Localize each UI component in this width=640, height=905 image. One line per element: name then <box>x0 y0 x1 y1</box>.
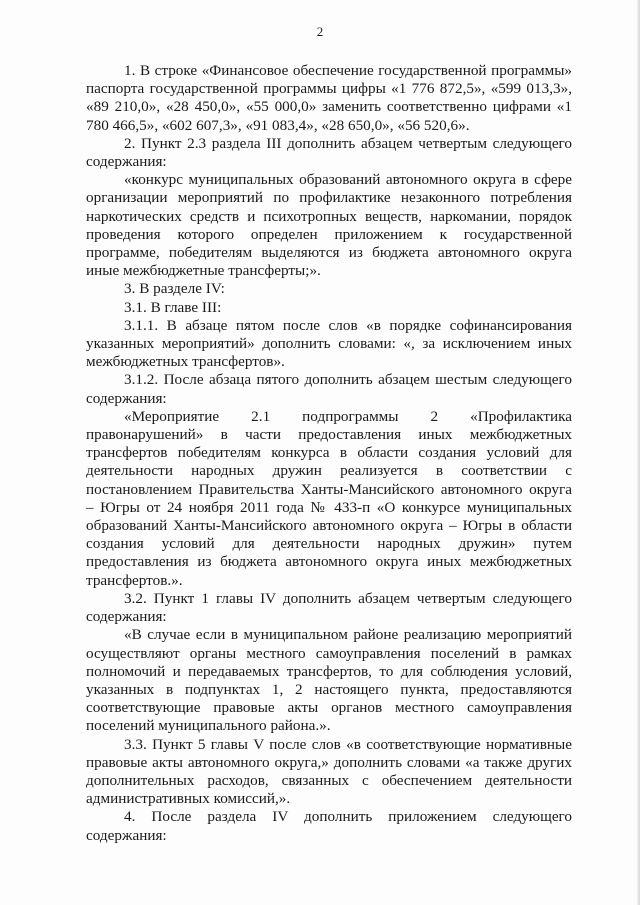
paragraph-2: 2. Пункт 2.3 раздела III дополнить абзацем четвертым следующего содержания: <box>86 134 572 171</box>
paragraph-8: «Мероприятие 2.1 подпрограммы 2 «Профилактика правонарушений» в части предоставления иных межбюджетных трансфертов победителям конкурса в области создания условий для деятельности народных дружин реализуется в соответствии с постановлением Правительства Ханты-Мансийского автономного округа – Югры от 24 ноября 2011 года № 433-п «О конкурсе муниципальных образований Ханты-Мансийского автономного округа – Югры в области создания условий для деятельности народных дружин» путем предоставления из бюджета автономного округа иных межбюджетных трансфертов.». <box>86 407 572 589</box>
paragraph-3: «конкурс муниципальных образований автономного округа в сфере организации мероприятий по профилактике незаконного потребления наркотических средств и психотропных веществ, наркомании, порядок проведения которого определен приложением к государственной программе, победителям выделяются из бюджета автономного округа иные межбюджетные трансферты;». <box>86 171 572 280</box>
paragraph-12: 4. После раздела IV дополнить приложением следующего содержания: <box>86 808 572 844</box>
paragraph-6: 3.1.1. В абзаце пятом после слов «в порядке софинансирования указанных мероприятий» дополнить словами: «, за исключением иных межбюджетных трансфертов». <box>86 316 572 371</box>
page-number: 2 <box>316 24 324 39</box>
paragraph-9: 3.2. Пункт 1 главы IV дополнить абзацем четвертым следующего содержания: <box>86 589 572 626</box>
paragraph-4: 3. В разделе IV: <box>124 280 225 298</box>
paragraph-1: 1. В строке «Финансовое обеспечение государственной программы» паспорта государственной программы цифры «1 776 872,5», «599 013,3», «89 210,0», «28 450,0», «55 000,0» заменить соответственно цифрами «1 780 466,5», «602 607,3», «91 083,4», «28 650,0», «56 520,6». <box>86 62 572 134</box>
paragraph-10: «В случае если в муниципальном районе реализацию мероприятий осуществляют органы местного самоуправления поселений в рамках полномочий и передаваемых трансфертов, то для соблюдения условий, указанных в подпунктах 1, 2 настоящего пункта, предоставляются соответствующие правовые акты органов местного самоуправления поселений муниципального района.». <box>86 626 572 735</box>
paragraph-7: 3.1.2. После абзаца пятого дополнить абзацем шестым следующего содержания: <box>86 371 572 407</box>
document-body <box>86 62 572 845</box>
paragraph-5: 3.1. В главе III: <box>124 298 222 316</box>
paragraph-11: 3.3. Пункт 5 главы V после слов «в соответствующие нормативные правовые акты автономного округа,» дополнить словами «а также других дополнительных расходов, связанных с обеспечением деятельности административных комиссий,». <box>86 735 572 808</box>
